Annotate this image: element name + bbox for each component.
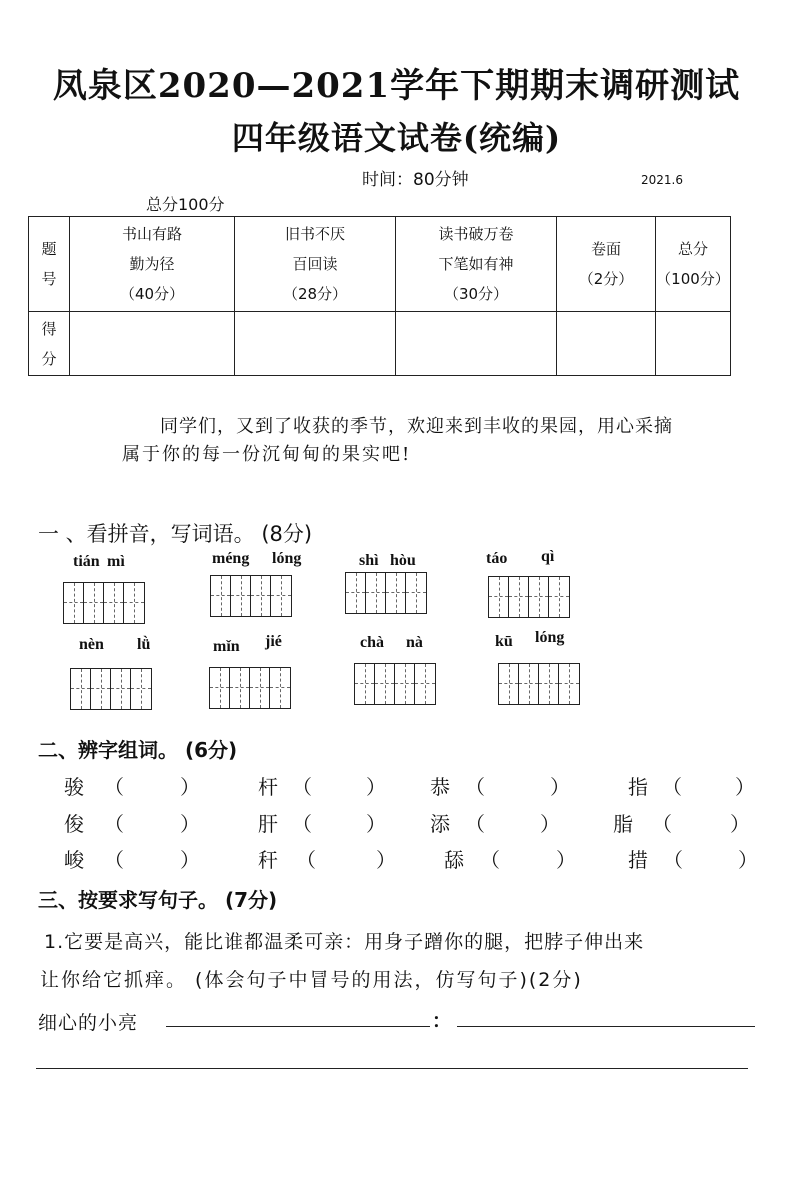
answer-grid-7[interactable] bbox=[354, 663, 436, 705]
word-char: 脂 bbox=[613, 812, 633, 836]
pinyin-4a: táo bbox=[486, 550, 508, 567]
close-paren: ） bbox=[738, 848, 758, 872]
answer-grid-5[interactable] bbox=[70, 668, 152, 710]
pinyin-2b: lóng bbox=[272, 550, 302, 567]
answer-grid-2[interactable] bbox=[210, 575, 292, 617]
col3-points: （30分） bbox=[443, 285, 509, 303]
exam-date: 2021.6 bbox=[641, 173, 683, 187]
open-paren: （ bbox=[292, 812, 312, 836]
pinyin-1b: mì bbox=[107, 553, 125, 570]
pinyin-7b: nà bbox=[406, 634, 423, 651]
close-paren: ） bbox=[735, 775, 755, 799]
answer-line-3[interactable] bbox=[36, 1068, 748, 1069]
open-paren: （ bbox=[465, 812, 485, 836]
score-label-1: 得 bbox=[41, 319, 57, 338]
open-paren: （ bbox=[652, 812, 672, 836]
col4-points: （2分） bbox=[578, 270, 634, 288]
open-paren: （ bbox=[104, 848, 124, 872]
answer-grid-4[interactable] bbox=[488, 576, 570, 618]
col2-line1: 旧书不厌 bbox=[284, 225, 345, 243]
open-paren: （ bbox=[480, 848, 500, 872]
header-label-1: 题 bbox=[41, 240, 57, 258]
close-paren: ） bbox=[180, 848, 200, 872]
word-char: 指 bbox=[628, 775, 648, 799]
intro-line-2: 属于你的每一份沉甸甸的果实吧! bbox=[122, 444, 412, 465]
word-char: 恭 bbox=[430, 775, 450, 799]
col-section3 bbox=[396, 217, 557, 312]
open-paren: （ bbox=[663, 848, 683, 872]
pinyin-5a: nèn bbox=[79, 636, 104, 653]
col3-line2: 下笔如有神 bbox=[438, 255, 514, 273]
section2-heading: 二、辨字组词。 (6分) bbox=[38, 738, 238, 762]
col-neatness bbox=[557, 217, 656, 312]
word-char: 秆 bbox=[258, 848, 278, 872]
col2-points: （28分） bbox=[282, 285, 348, 303]
pinyin-2a: méng bbox=[212, 550, 250, 567]
score-label-cell bbox=[29, 312, 70, 376]
score-cell-3[interactable] bbox=[396, 312, 557, 376]
close-paren: ） bbox=[556, 848, 576, 872]
exam-subtitle: 四年级语文试卷(统编) bbox=[231, 119, 562, 157]
intro-line-1: 同学们，又到了收获的季节，欢迎来到丰收的果园，用心采摘 bbox=[160, 416, 673, 437]
word-char: 添 bbox=[430, 812, 450, 836]
close-paren: ） bbox=[730, 812, 750, 836]
pinyin-6b: jié bbox=[265, 633, 282, 650]
score-cell-2[interactable] bbox=[235, 312, 396, 376]
score-cell-1[interactable] bbox=[70, 312, 235, 376]
score-label-2: 分 bbox=[41, 349, 57, 368]
pinyin-8b: lóng bbox=[535, 629, 565, 646]
word-char: 骏 bbox=[64, 775, 84, 799]
open-paren: （ bbox=[662, 775, 682, 799]
score-table bbox=[28, 216, 731, 376]
close-paren: ） bbox=[180, 775, 200, 799]
pinyin-3b: hòu bbox=[390, 552, 416, 569]
col5-points: （100分） bbox=[656, 270, 730, 288]
open-paren: （ bbox=[296, 848, 316, 872]
col2-line2: 百回读 bbox=[292, 255, 338, 273]
pinyin-6a: mǐn bbox=[213, 638, 240, 655]
col1-points: （40分） bbox=[119, 285, 185, 303]
open-paren: （ bbox=[465, 775, 485, 799]
answer-grid-1[interactable] bbox=[63, 582, 145, 624]
open-paren: （ bbox=[104, 812, 124, 836]
word-char: 杆 bbox=[258, 775, 278, 799]
col3-line1: 读书破万卷 bbox=[438, 225, 514, 243]
section3-heading: 三、按要求写句子。 (7分) bbox=[38, 888, 278, 912]
col-section2 bbox=[235, 217, 396, 312]
pinyin-7a: chà bbox=[360, 634, 384, 651]
answer-line-1[interactable] bbox=[166, 1026, 430, 1027]
col4-line1: 卷面 bbox=[590, 240, 621, 258]
open-paren: （ bbox=[104, 775, 124, 799]
score-cell-5[interactable] bbox=[656, 312, 731, 376]
pinyin-1a: tián bbox=[73, 553, 100, 570]
score-table-score-row bbox=[29, 312, 731, 376]
q1-prompt: 细心的小亮 bbox=[38, 1012, 139, 1034]
pinyin-3a: shì bbox=[359, 552, 379, 569]
word-char: 俊 bbox=[64, 812, 84, 836]
answer-grid-6[interactable] bbox=[209, 667, 291, 709]
col-total bbox=[656, 217, 731, 312]
close-paren: ） bbox=[366, 812, 386, 836]
col-section1 bbox=[70, 217, 235, 312]
word-char: 措 bbox=[628, 848, 648, 872]
answer-line-2[interactable] bbox=[457, 1026, 755, 1027]
col1-line2: 勤为径 bbox=[129, 255, 175, 273]
col1-line1: 书山有路 bbox=[121, 225, 182, 243]
exam-time: 时间：80分钟 bbox=[362, 170, 469, 190]
exam-title: 凤泉区2020—2021学年下期期末调研测试 bbox=[52, 66, 741, 106]
header-label-cell bbox=[29, 217, 70, 312]
pinyin-5b: lǜ bbox=[137, 636, 151, 653]
close-paren: ） bbox=[376, 848, 396, 872]
word-char: 肝 bbox=[258, 812, 278, 836]
close-paren: ） bbox=[366, 775, 386, 799]
score-cell-4[interactable] bbox=[557, 312, 656, 376]
open-paren: （ bbox=[292, 775, 312, 799]
header-label-2: 号 bbox=[41, 270, 57, 288]
score-table-header-row bbox=[29, 217, 731, 312]
col5-line1: 总分 bbox=[677, 240, 708, 258]
pinyin-4b: qì bbox=[541, 548, 555, 565]
answer-grid-8[interactable] bbox=[498, 663, 580, 705]
answer-grid-3[interactable] bbox=[345, 572, 427, 614]
q1-sentence-line1: 1.它要是高兴，能比谁都温柔可亲：用身子蹭你的腿，把脖子伸出来 bbox=[44, 931, 645, 953]
close-paren: ） bbox=[540, 812, 560, 836]
exam-total-score: 总分100分 bbox=[146, 195, 225, 214]
close-paren: ） bbox=[550, 775, 570, 799]
close-paren: ） bbox=[180, 812, 200, 836]
q1-colon: ： bbox=[432, 1010, 453, 1032]
section1-heading: 一 、看拼音，写词语。 (8分) bbox=[38, 522, 313, 546]
pinyin-8a: kū bbox=[495, 633, 513, 650]
q1-sentence-line2: 让你给它抓痒。 (体会句子中冒号的用法，仿写句子)(2分) bbox=[40, 969, 583, 991]
word-char: 舔 bbox=[444, 848, 464, 872]
word-char: 峻 bbox=[64, 848, 84, 872]
